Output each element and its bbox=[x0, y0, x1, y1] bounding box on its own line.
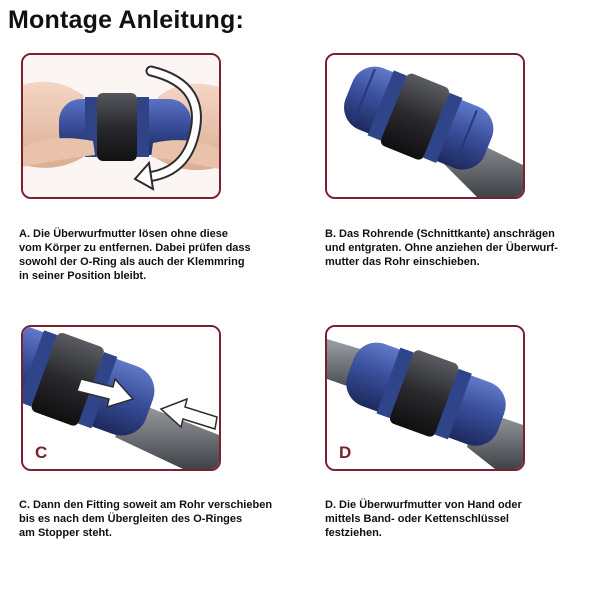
caption-line: am Stopper steht. bbox=[19, 527, 112, 539]
caption-line: D. Die Überwurfmutter von Hand oder bbox=[325, 499, 522, 511]
caption-line: A. Die Überwurfmutter lösen ohne diese bbox=[19, 228, 229, 240]
caption-line: B. Das Rohrende (Schnittkante) anschrägen bbox=[325, 228, 555, 240]
step-c-caption bbox=[19, 498, 289, 540]
step-b-caption bbox=[325, 227, 595, 269]
caption-line: vom Körper zu entfernen. Dabei prüfen dass bbox=[19, 242, 251, 254]
caption-line: festziehen. bbox=[325, 527, 382, 539]
caption-line: in seiner Position bleibt. bbox=[19, 270, 147, 282]
step-c-image bbox=[21, 325, 221, 471]
step-b-illustration bbox=[327, 55, 523, 197]
caption-line: sowohl der O-Ring als auch der Klemmring bbox=[19, 256, 245, 268]
caption-line: bis es nach dem Übergleiten des O-Ringes bbox=[19, 513, 243, 525]
step-a-illustration bbox=[23, 55, 219, 197]
page-title: Montage Anleitung: bbox=[8, 6, 244, 34]
caption-line: und entgraten. Ohne anziehen der Überwurf- bbox=[325, 242, 558, 254]
step-d-illustration bbox=[327, 327, 523, 469]
step-d-caption bbox=[325, 498, 595, 540]
caption-line: mittels Band- oder Kettenschlüssel bbox=[325, 513, 509, 525]
step-c-letter: C bbox=[35, 443, 48, 462]
step-a-caption bbox=[19, 227, 289, 283]
step-d-letter: D bbox=[339, 443, 352, 462]
step-d-image bbox=[325, 325, 525, 471]
step-a-image bbox=[21, 53, 221, 199]
caption-line: C. Dann den Fitting soweit am Rohr verschieben bbox=[19, 499, 273, 511]
step-b-image bbox=[325, 53, 525, 199]
caption-line: mutter das Rohr einschieben. bbox=[325, 256, 480, 268]
step-c-illustration bbox=[23, 327, 219, 469]
